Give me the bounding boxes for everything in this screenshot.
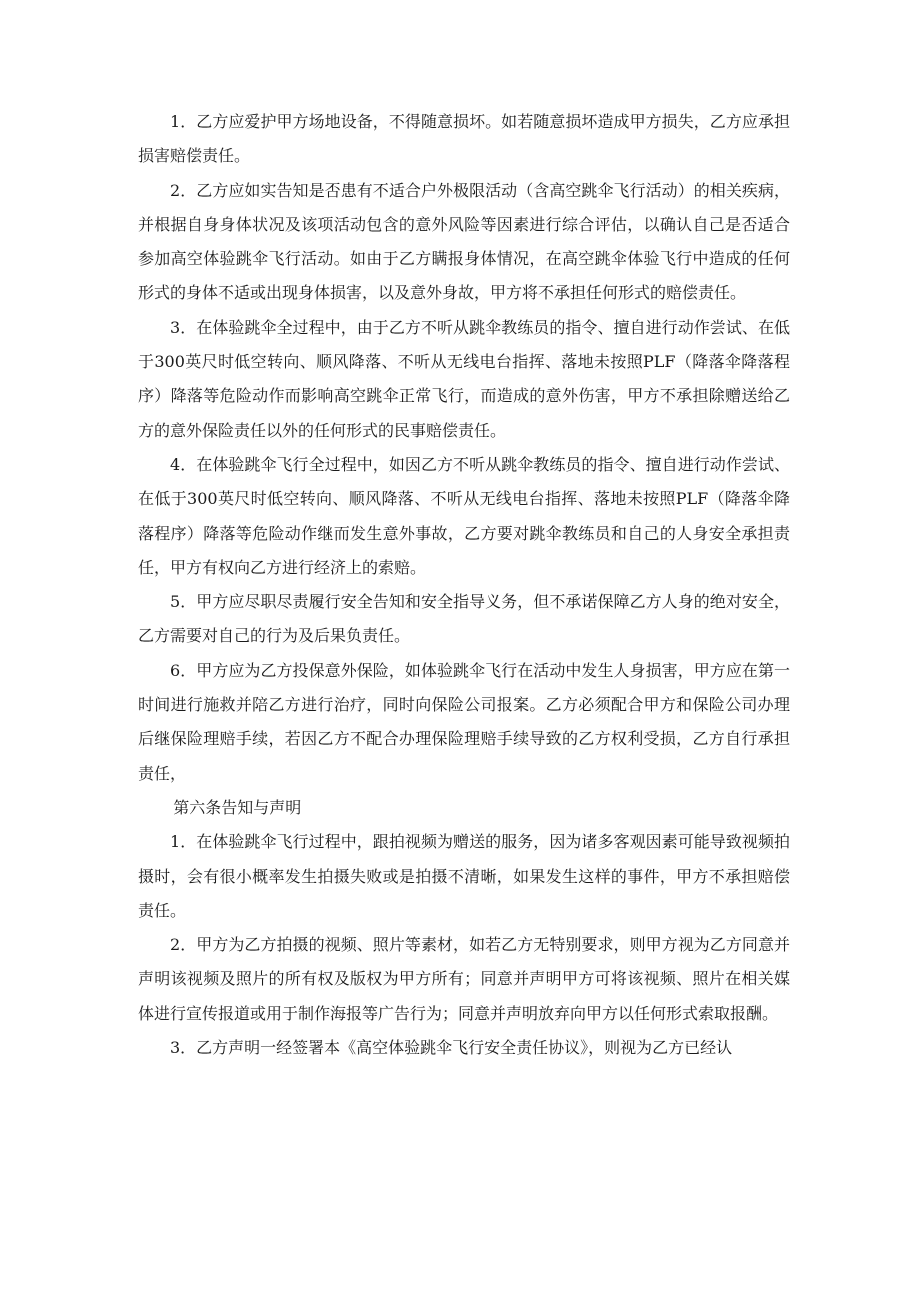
clause-paragraph: 5．甲方应尽职尽责履行安全告知和安全指导义务，但不承诺保障乙方人身的绝对安全，乙方需要对自己的行为及后果负责任。 bbox=[138, 592, 790, 646]
clause-paragraph: 2．乙方应如实告知是否患有不适合户外极限活动（含高空跳伞飞行活动）的相关疾病，并根据自身身体状况及该项活动包含的意外风险等因素进行综合评估，以确认自己是否适合参加高空体验跳伞飞行活动。如由于乙方瞒报身体情况，在高空跳伞体验飞行中造成的任何形式的身体不适或出现身体损害，以及意外身故，甲方将不承担任何形式的赔偿责任。 bbox=[138, 180, 790, 303]
clause-paragraph: 4．在体验跳伞飞行全过程中，如因乙方不听从跳伞教练员的指令、擅自进行动作尝试、在低于300英尺时低空转向、顺风降落、不听从无线电台指挥、落地未按照PLF（降落伞降落程序）降落等危险动作继而发生意外事故，乙方要对跳伞教练员和自己的人身安全承担责任，甲方有权向乙方进行经济上的索赔。 bbox=[138, 454, 790, 577]
clause-paragraph: 3．乙方声明一经签署本《高空体验跳伞飞行安全责任协议》，则视为乙方已经认 bbox=[170, 1038, 733, 1058]
document-body bbox=[138, 105, 790, 1065]
section-heading: 第六条告知与声明 bbox=[173, 797, 302, 817]
clause-paragraph: 6．甲方应为乙方投保意外保险，如体验跳伞飞行在活动中发生人身损害，甲方应在第一时间进行施救并陪乙方进行治疗，同时向保险公司报案。乙方必须配合甲方和保险公司办理后继保险理赔手续，若因乙方不配合办理保险理赔手续导致的乙方权利受损，乙方自行承担责任， bbox=[138, 660, 790, 783]
clause-paragraph: 2．甲方为乙方拍摄的视频、照片等素材，如若乙方无特别要求，则甲方视为乙方同意并声明该视频及照片的所有权及版权为甲方所有；同意并声明甲方可将该视频、照片在相关媒体进行宣传报道或用于制作海报等广告行为；同意并声明放弃向甲方以任何形式索取报酬。 bbox=[138, 935, 790, 1023]
clause-paragraph: 1．在体验跳伞飞行过程中，跟拍视频为赠送的服务，因为诸多客观因素可能导致视频拍摄时，会有很小概率发生拍摄失败或是拍摄不清晰，如果发生这样的事件，甲方不承担赔偿责任。 bbox=[138, 832, 790, 920]
clause-paragraph: 3．在体验跳伞全过程中，由于乙方不听从跳伞教练员的指令、擅自进行动作尝试、在低于300英尺时低空转向、顺风降落、不听从无线电台指挥、落地未按照PLF（降落伞降落程序）降落等危险动作而影响高空跳伞正常飞行，而造成的意外伤害，甲方不承担除赠送给乙方的意外保险责任以外的任何形式的民事赔偿责任。 bbox=[138, 317, 790, 440]
clause-paragraph: 1．乙方应爱护甲方场地设备，不得随意损坏。如若随意损坏造成甲方损失，乙方应承担损害赔偿责任。 bbox=[138, 112, 790, 166]
